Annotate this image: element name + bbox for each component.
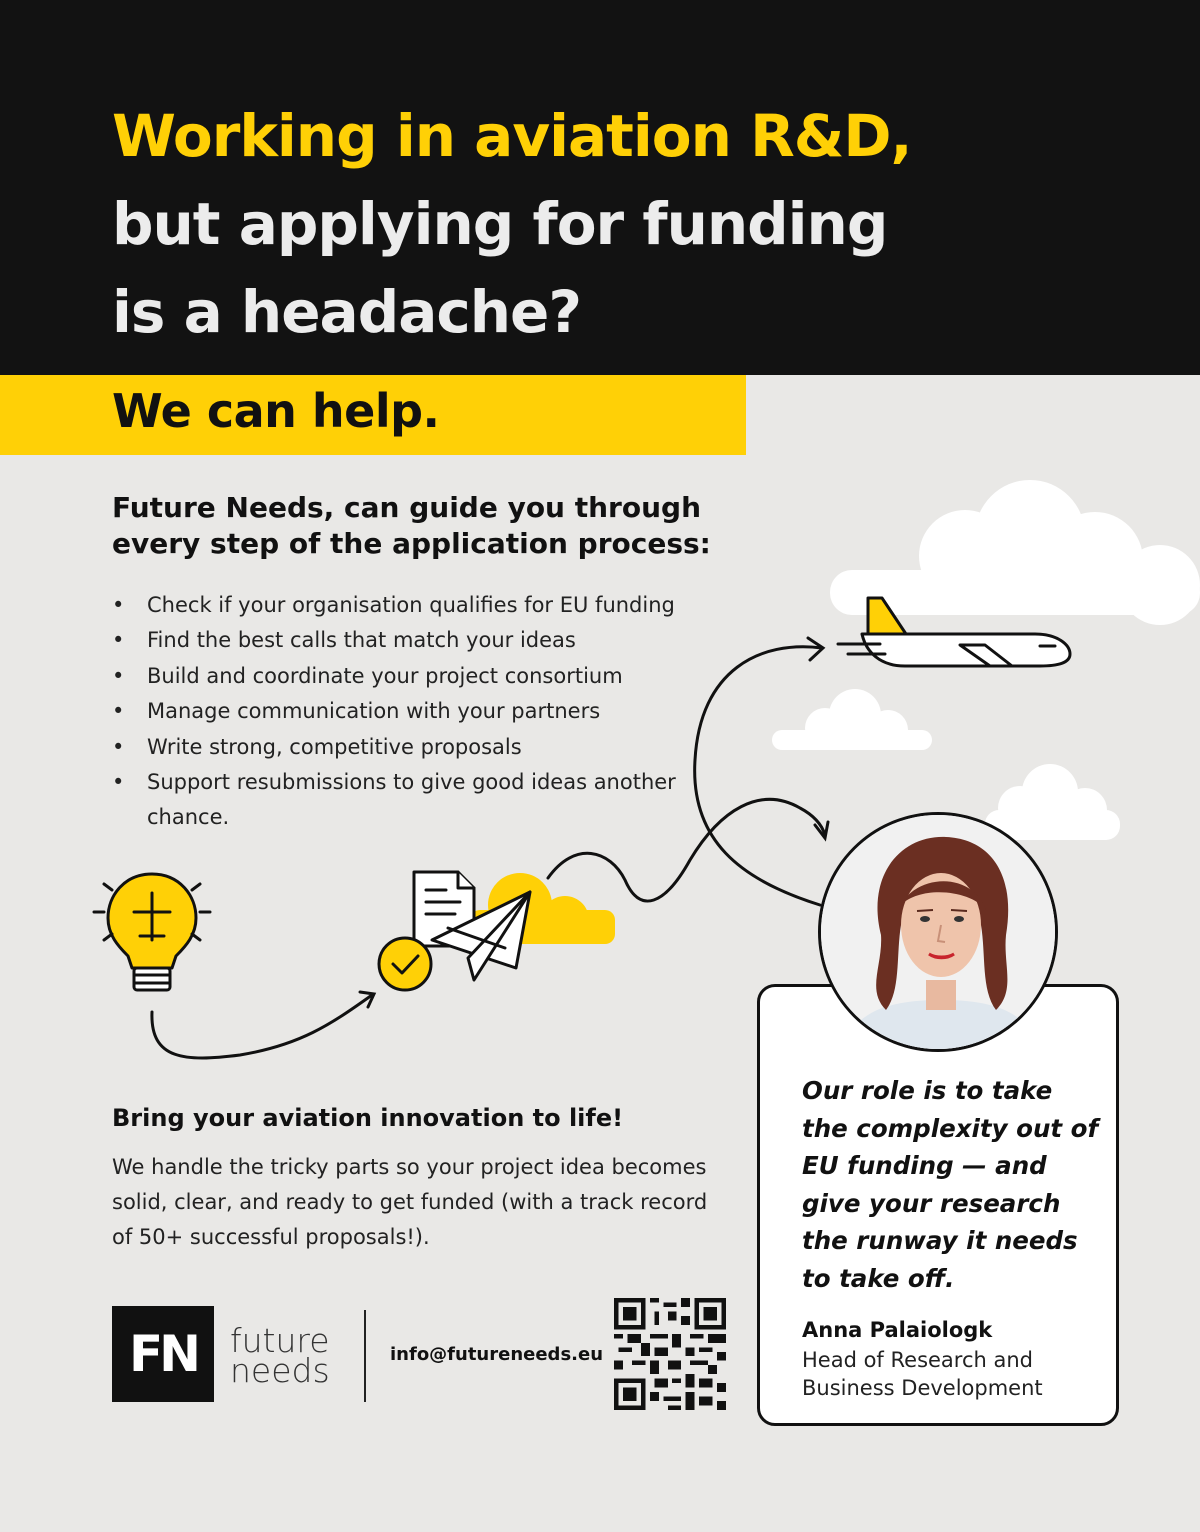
help-banner-text: We can help. [112,384,440,438]
list-item: • Manage communication with your partners [112,694,747,729]
list-item: • Support resubmissions to give good ideas another chance. [112,765,747,836]
list-item: • Write strong, competitive proposals [112,730,747,765]
logo-word-1: future [230,1321,330,1360]
list-item: • Find the best calls that match your ideas [112,623,747,658]
logo-word-2: needs [230,1351,330,1390]
cta-title: Bring your aviation innovation to life! [112,1104,624,1132]
intro-heading: Future Needs, can guide you through every step of the application process: [112,491,711,560]
logo-wordmark [230,1321,330,1390]
flow-arrows [152,638,828,1058]
cloud-icon [985,764,1120,840]
testimonial-quote: Our role is to take the complexity out of EU funding — and give your research the runway it needs to take off. [802,1076,1099,1293]
headline-line-1: Working in aviation R&D, [112,102,912,170]
portrait-photo [818,812,1058,1052]
cloud-icon [772,689,932,750]
headline-line-3: is a headache? [112,278,582,346]
list-item: • Check if your organisation qualifies for EU funding [112,588,747,623]
author-role: Head of Research and Business Development [802,1348,1043,1400]
checkmark-circle-icon [379,938,431,990]
email-link[interactable]: info@futureneeds.eu [390,1344,604,1365]
portrait-illustration [821,815,1058,1052]
list-item: • Build and coordinate your project consortium [112,659,747,694]
lightbulb-airplane-icon [94,874,210,990]
headline-line-2: but applying for funding [112,190,888,258]
footer-divider [364,1310,366,1402]
qr-code-icon[interactable] [614,1298,726,1410]
author-name: Anna Palaiologk [802,1318,993,1342]
logo-mark: FN [112,1306,214,1402]
cta-body: We handle the tricky parts so your project idea becomes solid, clear, and ready to get funded (with a track record of 50+ successful proposals!). [112,1155,708,1249]
